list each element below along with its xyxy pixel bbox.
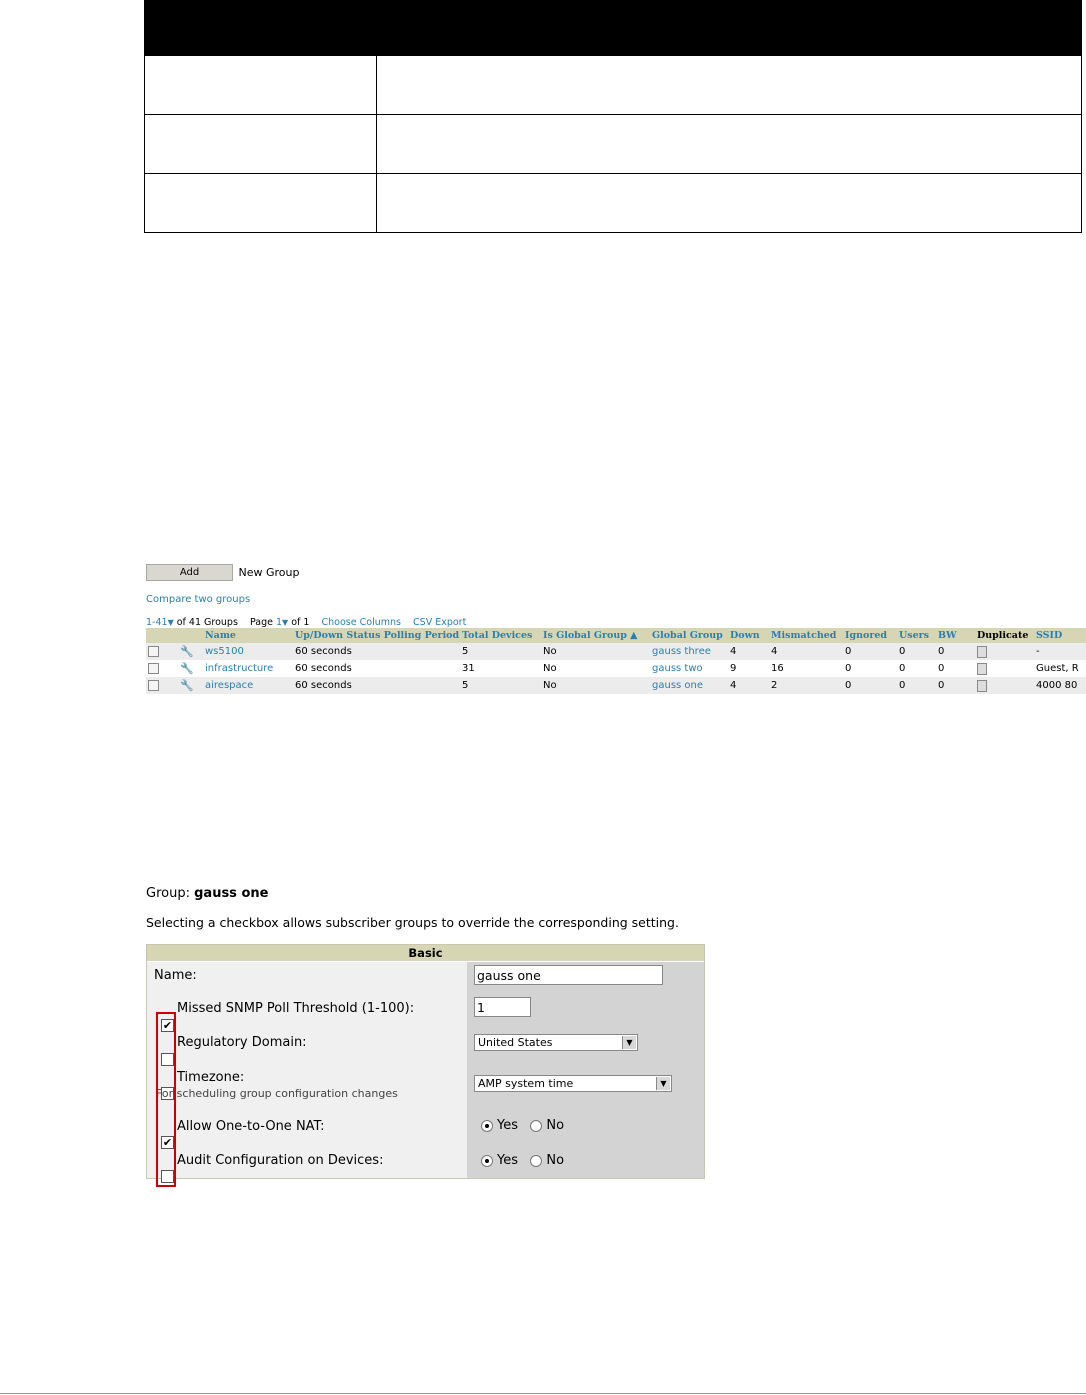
- audit-config-label: Audit Configuration on Devices:: [177, 1153, 384, 1168]
- timezone-sublabel: For scheduling group configuration changes: [156, 1087, 398, 1100]
- doc-table-header: [145, 1, 1082, 56]
- duplicate-icon[interactable]: [977, 646, 987, 658]
- global-group-link[interactable]: gauss two: [652, 663, 703, 674]
- ssid-cell: Guest, R: [1036, 663, 1079, 674]
- group-description: Selecting a checkbox allows subscriber groups to override the corresponding setting.: [146, 915, 679, 930]
- group-title-prefix: Group:: [146, 886, 190, 901]
- ignored-cell: 0: [843, 643, 897, 660]
- col-mismatched-header[interactable]: Mismatched: [769, 628, 843, 643]
- doc-table-cell: [145, 56, 377, 115]
- groups-count: of 41 Groups: [176, 617, 238, 628]
- bw-cell: 0: [936, 643, 975, 660]
- col-bw-header[interactable]: BW: [936, 628, 975, 643]
- missed-snmp-checkbox[interactable]: ✔: [162, 1019, 173, 1032]
- col-total-header[interactable]: Total Devices: [460, 628, 541, 643]
- col-ignored-header[interactable]: Ignored: [843, 628, 897, 643]
- settings-values-column: [467, 962, 704, 1178]
- footer-rule: [0, 1393, 1086, 1394]
- ignored-cell: 0: [843, 677, 897, 694]
- ssid-cell: -: [1034, 643, 1086, 660]
- users-cell: 0: [897, 643, 936, 660]
- range-link[interactable]: 1-41: [146, 617, 168, 628]
- col-down-header[interactable]: Down: [728, 628, 769, 643]
- table-row: [146, 660, 1086, 677]
- is-global-cell: No: [543, 663, 557, 674]
- row-checkbox[interactable]: [148, 646, 159, 657]
- csv-export-link[interactable]: CSV Export: [413, 617, 467, 628]
- regulatory-domain-value: United States: [478, 1036, 553, 1049]
- range-dropdown-icon[interactable]: ▼: [167, 618, 174, 627]
- col-select: [146, 628, 178, 643]
- table-header-row: [146, 628, 1086, 643]
- settings-labels-column: [147, 962, 467, 1178]
- total-cell: 5: [460, 643, 541, 660]
- timezone-select[interactable]: [474, 1075, 672, 1092]
- row-checkbox[interactable]: [148, 663, 159, 674]
- one-to-one-nat-checkbox[interactable]: ✔: [162, 1136, 173, 1149]
- is-global-cell: No: [541, 677, 650, 694]
- group-title-name: gauss one: [194, 886, 269, 901]
- bw-cell: 0: [938, 663, 945, 674]
- period-cell: 60 seconds: [293, 677, 460, 694]
- nat-no-label: No: [546, 1118, 565, 1133]
- global-group-link[interactable]: gauss one: [652, 680, 704, 691]
- checkbox-highlight-box: [156, 1012, 176, 1187]
- col-name-header[interactable]: Name: [203, 628, 293, 643]
- name-label: Name:: [154, 968, 197, 983]
- period-cell: 60 seconds: [295, 663, 352, 674]
- doc-table-cell: [377, 174, 1082, 233]
- wrench-icon[interactable]: 🔧: [180, 679, 194, 692]
- choose-columns-link[interactable]: Choose Columns: [321, 617, 401, 628]
- total-cell: 31: [462, 663, 475, 674]
- down-cell: 4: [728, 643, 769, 660]
- timezone-label: Timezone:: [177, 1070, 245, 1085]
- regulatory-domain-select[interactable]: [474, 1034, 638, 1051]
- chevron-down-icon[interactable]: ▼: [622, 1036, 636, 1049]
- audit-yes-label: Yes: [497, 1153, 518, 1168]
- wrench-icon[interactable]: 🔧: [180, 662, 194, 675]
- period-cell: 60 seconds: [293, 643, 460, 660]
- mismatched-cell: 2: [769, 677, 843, 694]
- audit-radio-group: [481, 1153, 564, 1168]
- col-ssid-header[interactable]: SSID: [1034, 628, 1086, 643]
- doc-table-cell: [377, 115, 1082, 174]
- group-name-link[interactable]: infrastructure: [205, 663, 274, 674]
- missed-snmp-input[interactable]: 1: [474, 997, 531, 1017]
- page-label: Page: [249, 617, 273, 628]
- add-group-bar: [146, 564, 299, 581]
- page-number-link[interactable]: 1: [276, 617, 283, 628]
- col-global-group-header[interactable]: Global Group: [650, 628, 728, 643]
- page-count: of 1: [291, 617, 310, 628]
- nat-radio-group: [481, 1118, 564, 1133]
- nat-yes-radio[interactable]: [481, 1120, 493, 1132]
- doc-table-cell: [377, 56, 1082, 115]
- group-title: [146, 886, 268, 901]
- mismatched-cell: 16: [771, 663, 784, 674]
- down-cell: 4: [728, 677, 769, 694]
- ssid-cell: 4000 80: [1034, 677, 1086, 694]
- audit-no-label: No: [546, 1153, 565, 1168]
- users-cell: 0: [899, 663, 906, 674]
- nat-no-radio[interactable]: [530, 1120, 542, 1132]
- table-row: [146, 677, 1086, 694]
- down-cell: 9: [730, 663, 737, 674]
- pager: [146, 617, 466, 628]
- add-button[interactable]: Add: [146, 564, 233, 581]
- ignored-cell: 0: [845, 663, 852, 674]
- basic-settings-panel: [146, 944, 705, 1179]
- col-duplicate-header: Duplicate: [975, 628, 1034, 643]
- new-group-label: New Group: [238, 566, 300, 579]
- duplicate-icon[interactable]: [977, 663, 987, 675]
- doc-table-cell: [145, 115, 377, 174]
- audit-yes-radio[interactable]: [481, 1155, 493, 1167]
- regulatory-domain-label: Regulatory Domain:: [177, 1035, 307, 1050]
- audit-no-radio[interactable]: [530, 1155, 542, 1167]
- table-row: [146, 643, 1086, 660]
- col-period-header[interactable]: Up/Down Status Polling Period: [295, 630, 460, 641]
- chevron-down-icon[interactable]: ▼: [656, 1077, 670, 1090]
- compare-groups-link[interactable]: Compare two groups: [146, 594, 251, 605]
- is-global-cell: No: [541, 643, 650, 660]
- global-group-link[interactable]: gauss three: [652, 646, 711, 657]
- col-is-global-header[interactable]: Is Global Group ▲: [541, 628, 650, 643]
- bw-cell: 0: [936, 677, 975, 694]
- row-checkbox[interactable]: [148, 680, 159, 691]
- name-input[interactable]: gauss one: [474, 965, 663, 985]
- group-name-link[interactable]: airespace: [205, 680, 254, 691]
- nat-yes-label: Yes: [497, 1118, 518, 1133]
- one-to-one-nat-label: Allow One-to-One NAT:: [177, 1119, 325, 1134]
- groups-table: [146, 628, 1086, 694]
- wrench-icon[interactable]: 🔧: [180, 645, 194, 658]
- doc-table: [144, 0, 1082, 233]
- timezone-value: AMP system time: [478, 1077, 574, 1090]
- mismatched-cell: 4: [769, 643, 843, 660]
- group-name-link[interactable]: ws5100: [205, 646, 244, 657]
- total-cell: 5: [460, 677, 541, 694]
- col-users-header[interactable]: Users: [897, 628, 936, 643]
- users-cell: 0: [897, 677, 936, 694]
- section-header: Basic: [147, 945, 704, 961]
- page-dropdown-icon[interactable]: ▼: [282, 618, 289, 627]
- missed-snmp-label: Missed SNMP Poll Threshold (1-100):: [177, 1001, 415, 1016]
- doc-table-cell: [145, 174, 377, 233]
- col-edit: [178, 628, 203, 643]
- duplicate-icon[interactable]: [977, 680, 987, 692]
